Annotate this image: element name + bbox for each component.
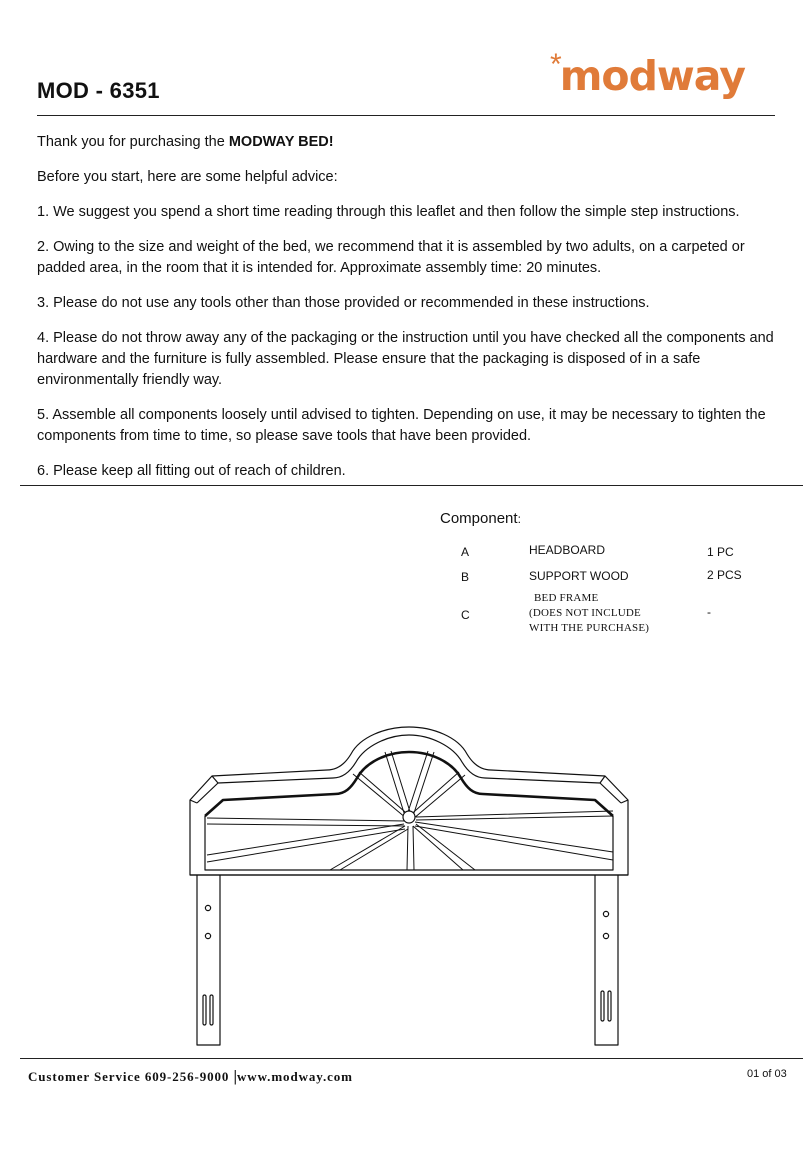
thanks-prefix: Thank you for purchasing the bbox=[37, 134, 225, 150]
component-c-letter: C bbox=[461, 608, 470, 622]
right-support-leg bbox=[595, 875, 618, 1045]
thanks-line bbox=[37, 132, 777, 153]
headboard-bevel bbox=[197, 735, 621, 803]
component-c-name-line-1: BED FRAME bbox=[534, 592, 599, 604]
brand-logo bbox=[550, 48, 745, 100]
advice-section bbox=[37, 132, 777, 494]
advice-item-6: 6. Please keep all fitting out of reach of children. bbox=[37, 463, 346, 479]
component-a-name: HEADBOARD bbox=[529, 543, 606, 557]
advice-item-4: 4. Please do not throw away any of the packaging or the instruction until you have checked all the components and hardware and the furniture is fully assembled. Please ensure that the packaging is disposed of in a safe environmentally friendly way. bbox=[37, 330, 774, 388]
customer-service-text: Customer Service 609-256-9000 bbox=[28, 1069, 230, 1084]
headboard-outer-outline bbox=[190, 727, 628, 875]
component-title bbox=[440, 510, 521, 527]
footer-separator: | bbox=[233, 1068, 238, 1085]
advice-item-2: 2. Owing to the size and weight of the bed, we recommend that it is assembled by two adults, on a carpeted or padded area, in the room that it is intended for. Approximate assembly time: 20 minutes. bbox=[37, 239, 745, 276]
section-divider bbox=[20, 485, 803, 486]
footer-contact bbox=[28, 1068, 353, 1086]
component-a-letter: A bbox=[461, 545, 470, 559]
headboard-inner-edge bbox=[205, 752, 613, 816]
component-b-qty: 2 PCS bbox=[707, 568, 742, 582]
brand-name: modway bbox=[559, 52, 745, 100]
headboard-illustration bbox=[185, 720, 635, 1055]
component-title-text: Component bbox=[440, 510, 518, 527]
component-c-name-line-3: WITH THE PURCHASE) bbox=[529, 622, 650, 634]
component-title-colon: : bbox=[517, 512, 521, 526]
website-link[interactable]: www.modway.com bbox=[237, 1069, 353, 1084]
advice-item-3: 3. Please do not use any tools other than those provided or recommended in these instructions. bbox=[37, 295, 650, 311]
logo-star-icon: * bbox=[550, 48, 562, 81]
advice-intro: Before you start, here are some helpful advice: bbox=[37, 169, 338, 185]
component-c-name-line-2: (DOES NOT INCLUDE bbox=[529, 607, 641, 619]
component-b-letter: B bbox=[461, 570, 470, 584]
left-support-leg bbox=[197, 875, 220, 1045]
page-number: 01 of 03 bbox=[747, 1068, 787, 1080]
headboard-center-medallion bbox=[403, 811, 415, 823]
thanks-product: MODWAY BED! bbox=[228, 134, 334, 150]
component-c-name bbox=[529, 591, 649, 636]
header-divider bbox=[37, 115, 775, 116]
component-b-name: SUPPORT WOOD bbox=[529, 569, 629, 583]
advice-item-1: 1. We suggest you spend a short time reading through this leaflet and then follow the simple step instructions. bbox=[37, 204, 740, 220]
footer-divider bbox=[20, 1058, 803, 1059]
component-c-qty: - bbox=[707, 605, 711, 619]
headboard-legs bbox=[197, 875, 618, 1045]
advice-item-5: 5. Assemble all components loosely until advised to tighten. Depending on use, it may be necessary to tighten the components from time to time, so please save tools that have been provided. bbox=[37, 407, 766, 444]
model-number: MOD - 6351 bbox=[37, 78, 160, 103]
component-a-qty: 1 PC bbox=[707, 545, 734, 559]
